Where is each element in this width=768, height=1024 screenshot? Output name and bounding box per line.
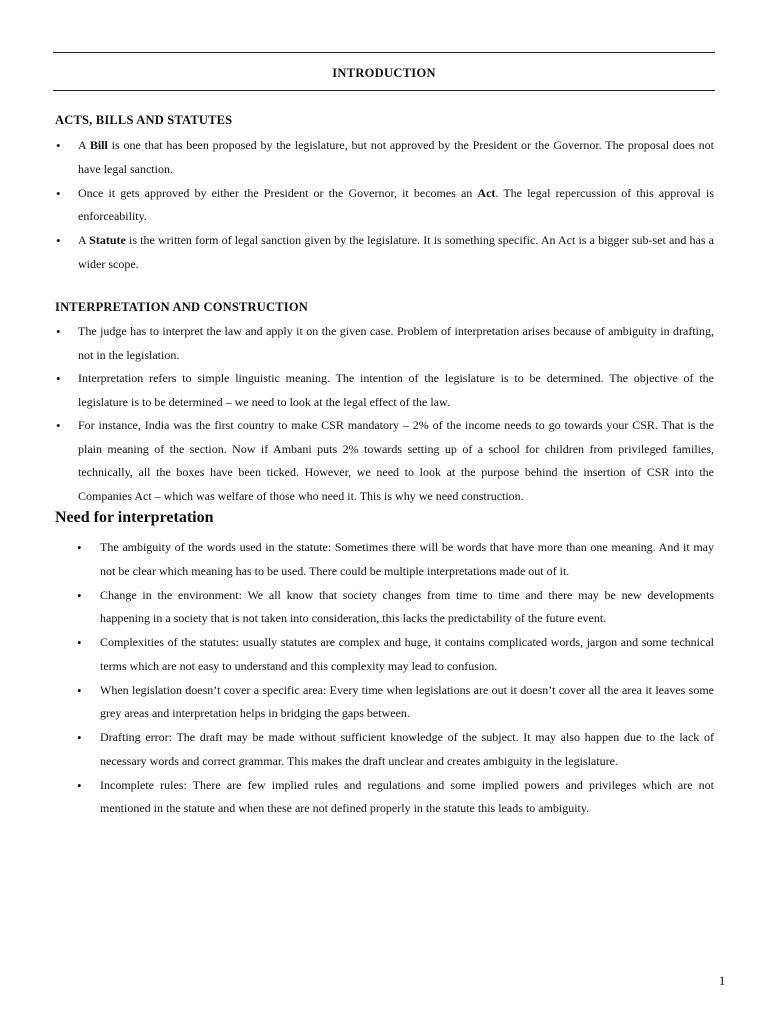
- interpretation-construction-list: [55, 320, 714, 508]
- list-item: • For instance, India was the first country to make CSR mandatory – 2% of the income needs to go towards your CSR. That is the plain meaning of the section. Now if Ambani puts 2% towards setting up of a school for children from privileged families, technically, all the boxes have been ticked. However, we need to look at the purpose behind the insertion of CSR into the Companies Act – which was welfare of those who need it. This is why we need construction.: [55, 414, 714, 508]
- list-item: • Change in the environment: We all know that society changes from time to time and there may be new developments happening in a society that is not taken into consideration, this lacks the predictability of the future event.: [77, 584, 714, 631]
- list-item: • A Bill is one that has been proposed by the legislature, but not approved by the President or the Governor. The proposal does not have legal sanction.: [55, 134, 714, 181]
- acts-bills-statutes-list: [55, 134, 714, 277]
- header-rule-bottom: [53, 90, 715, 91]
- list-item: • Complexities of the statutes: usually statutes are complex and huge, it contains complicated words, jargon and some technical terms which are not easy to understand and this complexity may lead to confusion.: [77, 631, 714, 678]
- list-item: • Once it gets approved by either the President or the Governor, it becomes an Act. The legal repercussion of this approval is enforceability.: [55, 182, 714, 229]
- list-item: • When legislation doesn’t cover a specific area: Every time when legislations are out it doesn’t cover all the area it leaves some grey areas and interpretation helps in bridging the gaps between.: [77, 679, 714, 726]
- document-title: INTRODUCTION: [332, 66, 436, 80]
- list-item: • The ambiguity of the words used in the statute: Sometimes there will be words that have more than one meaning. And it may not be clear which meaning has to be used. There could be multiple interpretations made out of it.: [77, 536, 714, 583]
- page-number: 1: [719, 974, 726, 988]
- header-rule-top: [53, 52, 715, 53]
- list-item: • The judge has to interpret the law and apply it on the given case. Problem of interpretation arises because of ambiguity in drafting, not in the legislation.: [55, 320, 714, 367]
- section-heading-acts-bills-statutes: ACTS, BILLS AND STATUTES: [55, 113, 233, 127]
- section-heading-interpretation-construction: INTERPRETATION AND CONSTRUCTION: [55, 300, 308, 314]
- section-heading-need-for-interpretation: Need for interpretation: [55, 509, 214, 526]
- list-item: • Incomplete rules: There are few implied rules and regulations and some implied powers and privileges which are not mentioned in the statute and when these are not defined properly in the statute this leads to ambiguity.: [77, 774, 714, 821]
- list-item: • Drafting error: The draft may be made without sufficient knowledge of the subject. It may also happen due to the lack of necessary words and correct grammar. This makes the draft unclear and creates ambiguity in the legislature.: [77, 726, 714, 773]
- need-for-interpretation-list: [77, 536, 714, 821]
- list-item: • Interpretation refers to simple linguistic meaning. The intention of the legislature is to be determined. The objective of the legislature is to be determined – we need to look at the legal effect of the law.: [55, 367, 714, 414]
- list-item: • A Statute is the written form of legal sanction given by the legislature. It is something specific. An Act is a bigger sub-set and has a wider scope.: [55, 229, 714, 276]
